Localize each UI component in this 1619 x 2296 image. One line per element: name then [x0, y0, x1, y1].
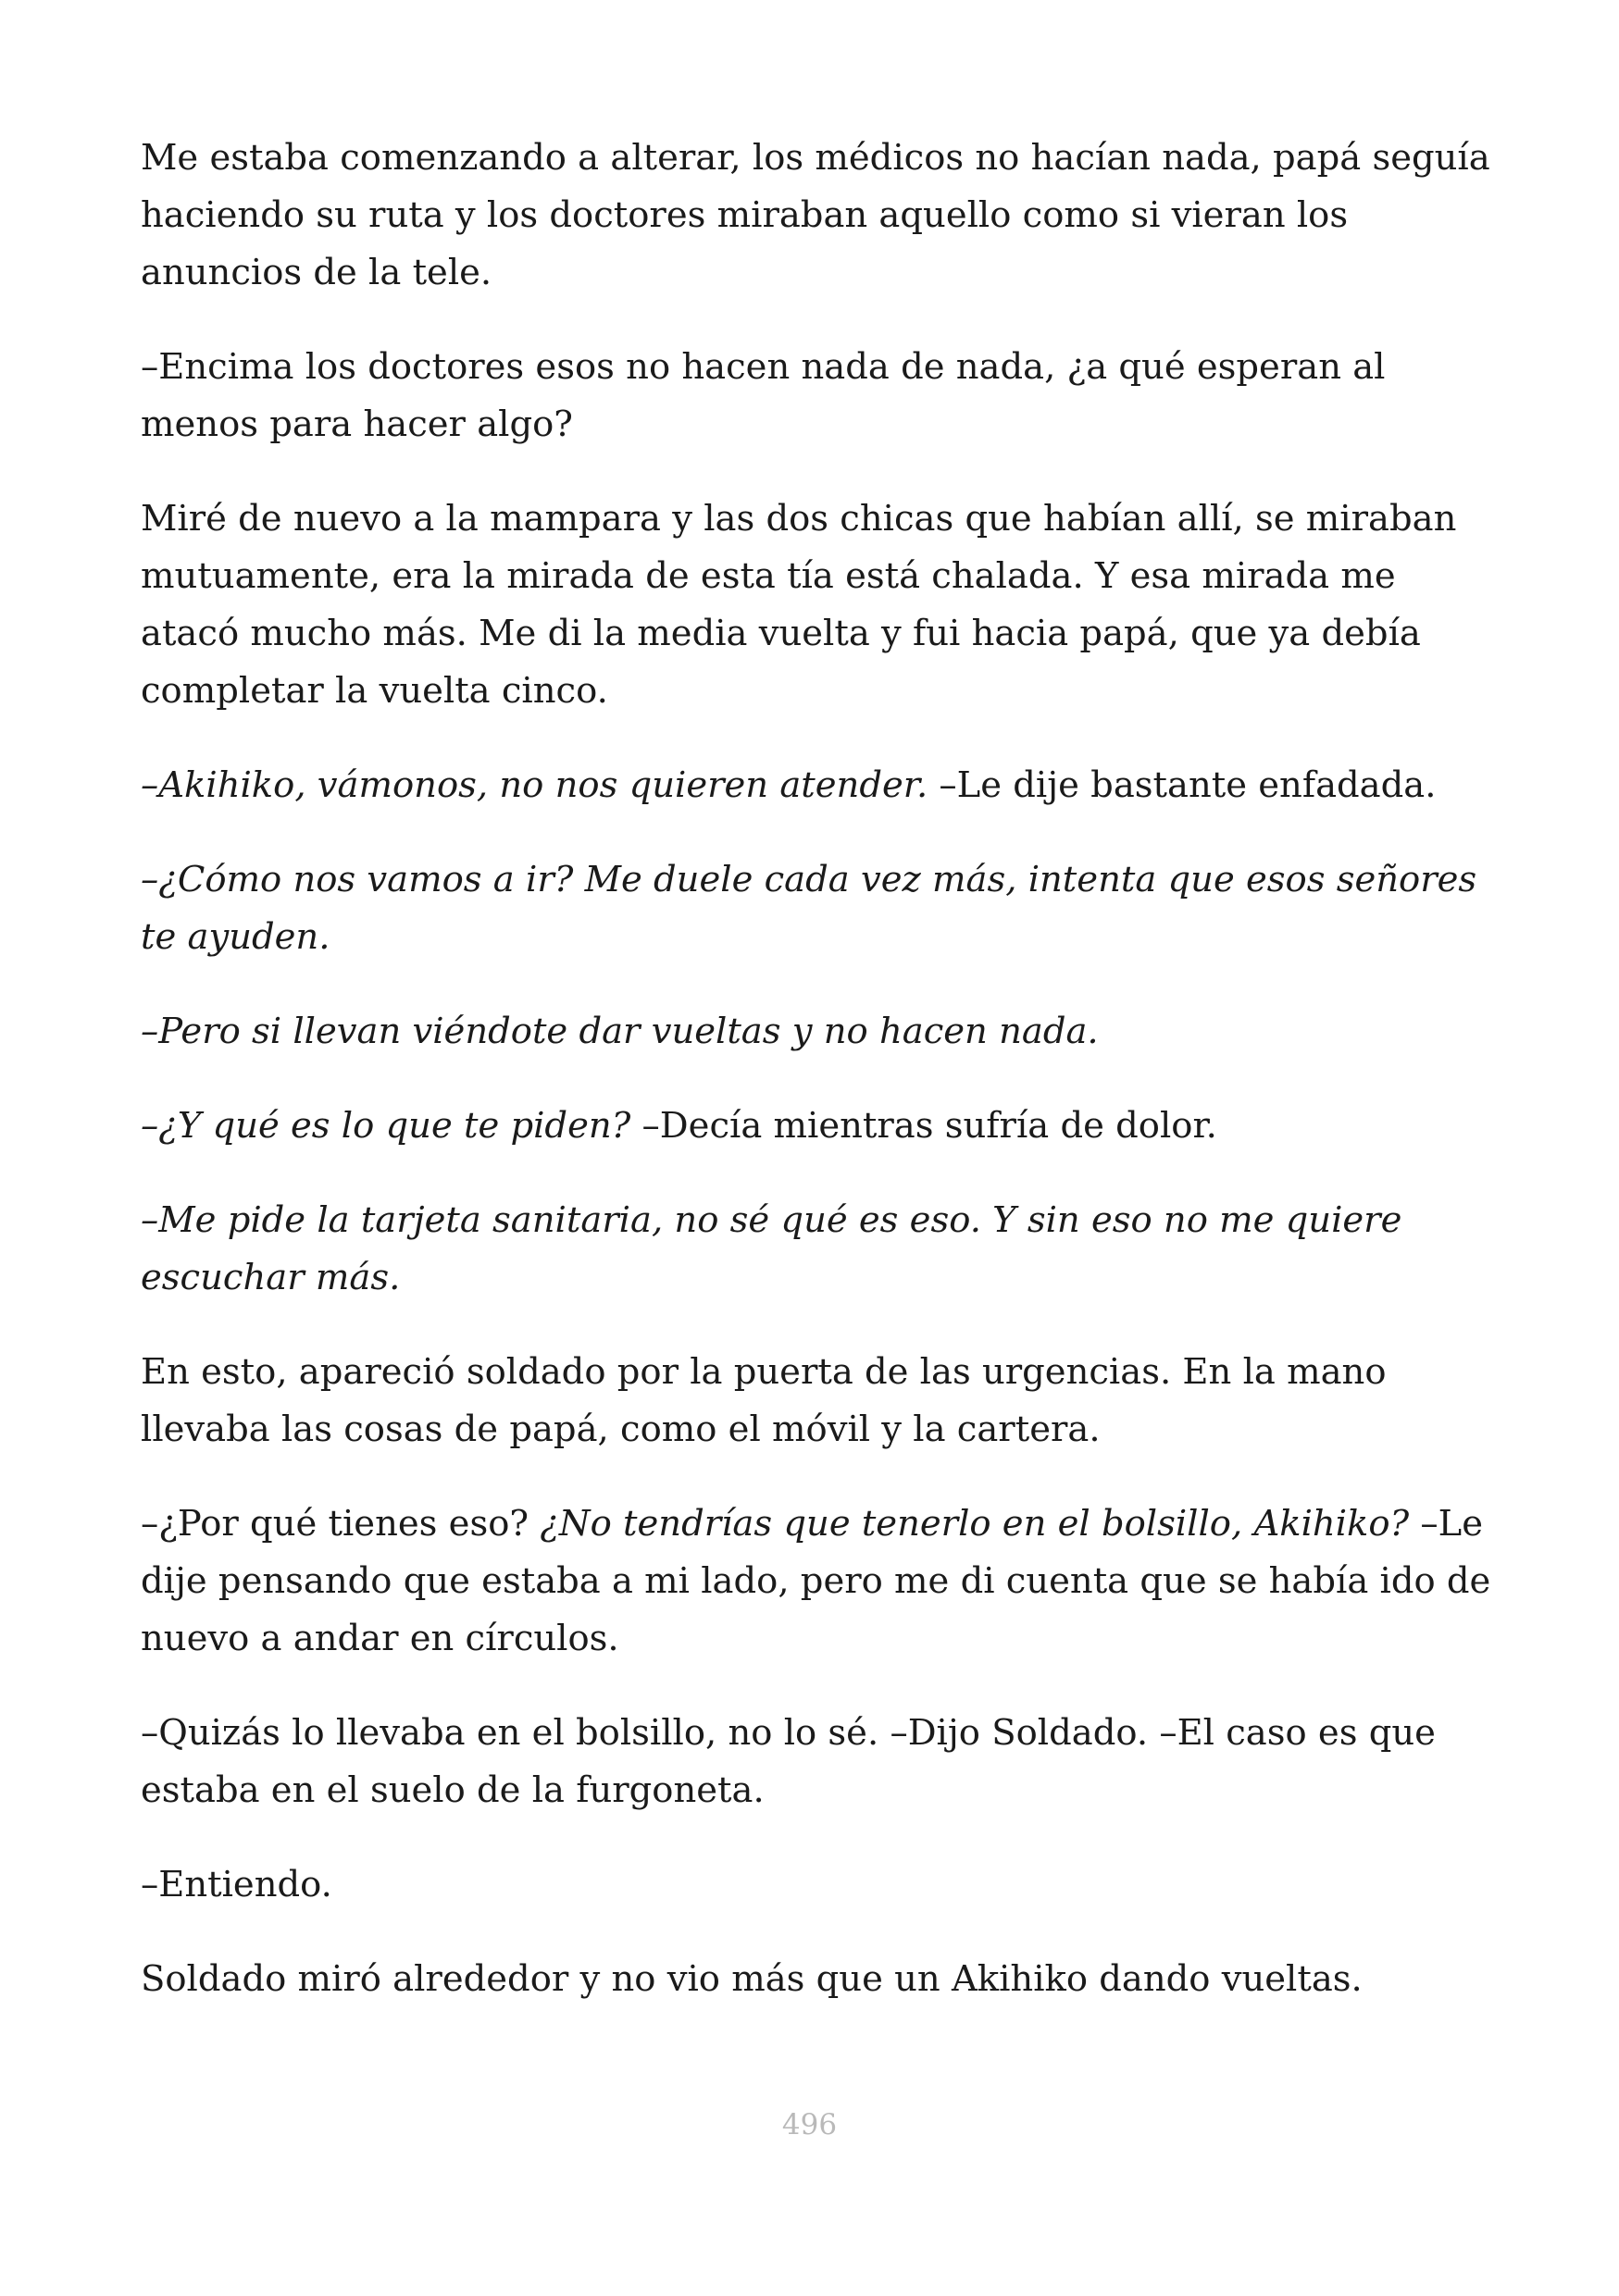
italic-dialogue: –Akihiko, vámonos, no nos quieren atender. [141, 764, 928, 806]
paragraph [141, 490, 1501, 720]
page-number: 496 [781, 2108, 838, 2141]
paragraph [141, 851, 1501, 966]
text-segment: –Le dije pensando que estaba a mi lado, pero me di cuenta que se había ido de nuevo a andar en círculos. [141, 1503, 1491, 1659]
paragraph [141, 1951, 1501, 2008]
paragraph [141, 757, 1501, 814]
italic-dialogue: ¿No tendrías que tenerlo en el bolsillo, Akihiko? [540, 1503, 1410, 1545]
paragraph [141, 339, 1501, 453]
paragraph [141, 1496, 1501, 1668]
italic-dialogue: –¿Cómo nos vamos a ir? Me duele cada vez más, intenta que esos señores te ayuden. [141, 859, 1477, 958]
paragraph [141, 1192, 1501, 1307]
book-page-body [141, 130, 1501, 2045]
paragraph [141, 1856, 1501, 1914]
text-segment: –Quizás lo llevaba en el bolsillo, no lo sé. –Dijo Soldado. –El caso es que estaba en el suelo de la furgoneta. [141, 1712, 1436, 1811]
text-segment: En esto, apareció soldado por la puerta de las urgencias. En la mano llevaba las cosas de papá, como el móvil y la cartera. [141, 1351, 1387, 1450]
paragraph [141, 1003, 1501, 1061]
italic-dialogue: –¿Y qué es lo que te piden? [141, 1105, 631, 1147]
text-segment: –Le dije bastante enfadada. [928, 764, 1437, 806]
text-segment: –¿Por qué tienes eso? [141, 1503, 541, 1545]
paragraph [141, 130, 1501, 302]
paragraph [141, 1098, 1501, 1155]
text-segment: Miré de nuevo a la mampara y las dos chicas que habían allí, se miraban mutuamente, era la mirada de esta tía está chalada. Y esa mirada me atacó mucho más. Me di la media vuelta y fui hacia papá, que ya debía completar la vuelta cinco. [141, 498, 1457, 712]
paragraph [141, 1344, 1501, 1458]
text-segment: Soldado miró alrededor y no vio más que un Akihiko dando vueltas. [141, 1958, 1363, 2000]
text-segment: –Entiendo. [141, 1864, 332, 1905]
paragraph [141, 1705, 1501, 1819]
text-segment: –Encima los doctores esos no hacen nada de nada, ¿a qué esperan al menos para hacer algo? [141, 346, 1386, 445]
text-segment: –Decía mientras sufría de dolor. [630, 1105, 1217, 1147]
italic-dialogue: –Pero si llevan viéndote dar vueltas y no hacen nada. [141, 1011, 1099, 1052]
text-segment: Me estaba comenzando a alterar, los médicos no hacían nada, papá seguía haciendo su ruta y los doctores miraban aquello como si vieran los anuncios de la tele. [141, 137, 1490, 293]
italic-dialogue: –Me pide la tarjeta sanitaria, no sé qué es eso. Y sin eso no me quiere escuchar más. [141, 1199, 1402, 1298]
